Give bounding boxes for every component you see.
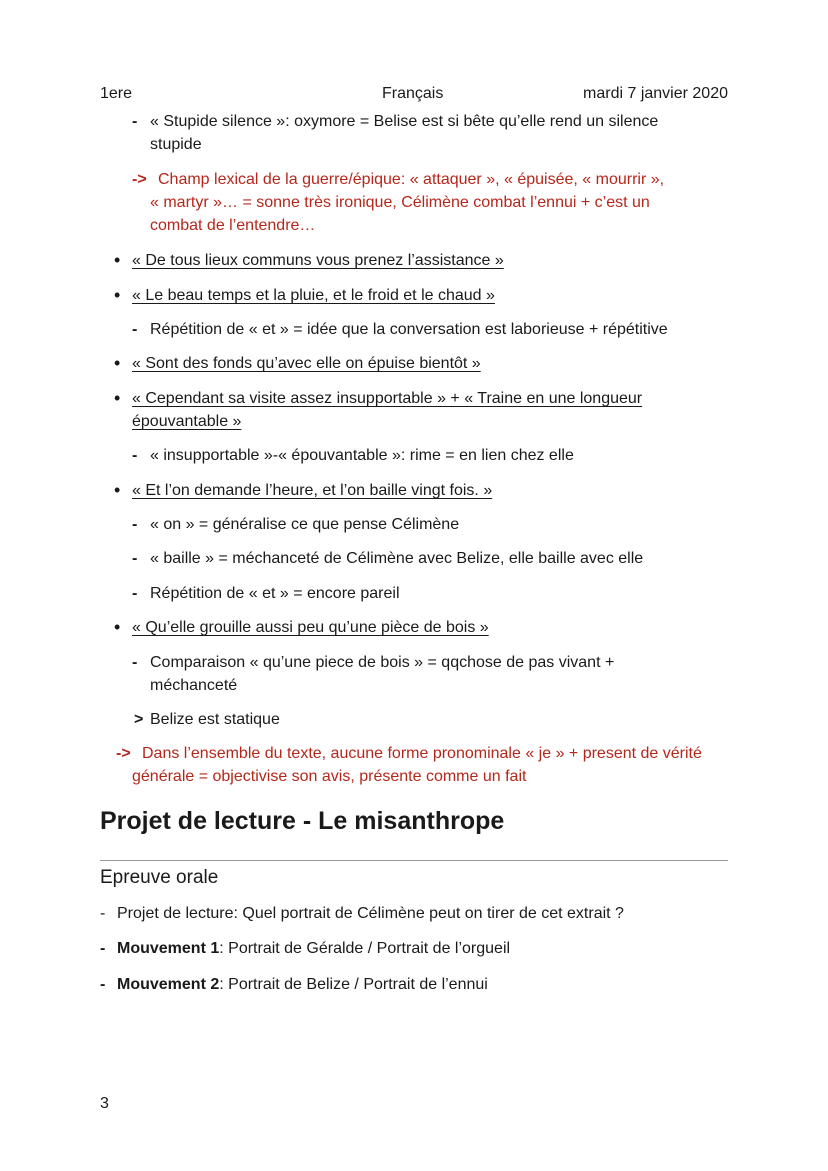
red-note-continuation: combat de l’entendre… [150,217,316,234]
dash-marker: - [132,550,138,567]
quote-item: « De tous lieux communs vous prenez l’assistance » [132,252,504,269]
list-item-continuation: stupide [150,136,202,153]
list-item: « Stupide silence »: oxymore = Belise est si bête qu’elle rend un silence [150,113,659,130]
arrow-marker: > [134,711,144,728]
dash-marker: - [100,940,106,957]
header-subject: Français [382,85,444,102]
quote-item: « Sont des fonds qu’avec elle on épuise bientôt » [132,355,481,372]
section-divider [100,860,728,861]
red-note: Champ lexical de la guerre/épique: « attaquer », « épuisée, « mourrir », [158,171,665,188]
mouvement-1 [117,937,510,960]
bullet-marker: • [114,617,121,637]
quote-item: « Cependant sa visite assez insupportable » + « Traine en une longueur [132,390,643,407]
list-item: « insupportable »-« épouvantable »: rime = en lien chez elle [150,447,574,464]
dash-marker: - [132,654,138,671]
quote-item-continuation: épouvantable » [132,413,242,430]
quote-item: « Qu’elle grouille aussi peu qu’une pièce de bois » [132,619,489,636]
section-subtitle: Epreuve orale [100,867,219,888]
bullet-marker: • [114,480,121,500]
arrow-marker: -> [116,745,131,762]
list-item: Répétition de « et » = idée que la conversation est laborieuse + répétitive [150,321,668,338]
list-item-continuation: méchanceté [150,677,238,694]
red-note-continuation: « martyr »… = sonne très ironique, Célimène combat l’ennui + c’est un [150,194,650,211]
mouvement-2 [117,973,488,996]
mouvement-1-text: : Portrait de Géralde / Portrait de l’orgueil [219,940,511,957]
section-title: Projet de lecture - Le misanthrope [100,807,505,835]
header-class: 1ere [100,85,133,102]
red-note-continuation: générale = objectivise son avis, présente comme un fait [132,768,527,785]
dash-marker: - [132,516,138,533]
list-item: « baille » = méchanceté de Célimène avec Belize, elle baille avec elle [150,550,644,567]
bullet-marker: • [114,250,121,270]
dash-marker: - [132,321,138,338]
quote-item: « Et l’on demande l’heure, et l’on baille vingt fois. » [132,482,493,499]
quote-item: « Le beau temps et la pluie, et le froid et le chaud » [132,287,495,304]
list-item: Comparaison « qu’une piece de bois » = qqchose de pas vivant + [150,654,615,671]
dash-marker: - [100,905,106,922]
header-date: mardi 7 janvier 2020 [583,85,728,102]
dash-marker: - [100,976,106,993]
mouvement-2-label: Mouvement 2 [117,976,220,993]
page-number: 3 [100,1095,109,1112]
projet-line: Projet de lecture: Quel portrait de Célimène peut on tirer de cet extrait ? [117,905,624,922]
bullet-marker: • [114,353,121,373]
red-note: Dans l’ensemble du texte, aucune forme pronominale « je » + present de vérité [142,745,702,762]
mouvement-2-text: : Portrait de Belize / Portrait de l’ennui [219,976,488,993]
mouvement-1-label: Mouvement 1 [117,940,220,957]
dash-marker: - [132,447,138,464]
bullet-marker: • [114,388,121,408]
list-item: Répétition de « et » = encore pareil [150,585,400,602]
arrow-marker: -> [132,171,147,188]
dash-marker: - [132,585,138,602]
list-item: Belize est statique [150,711,280,728]
dash-marker: - [132,113,138,130]
list-item: « on » = généralise ce que pense Célimène [150,516,460,533]
bullet-marker: • [114,285,121,305]
